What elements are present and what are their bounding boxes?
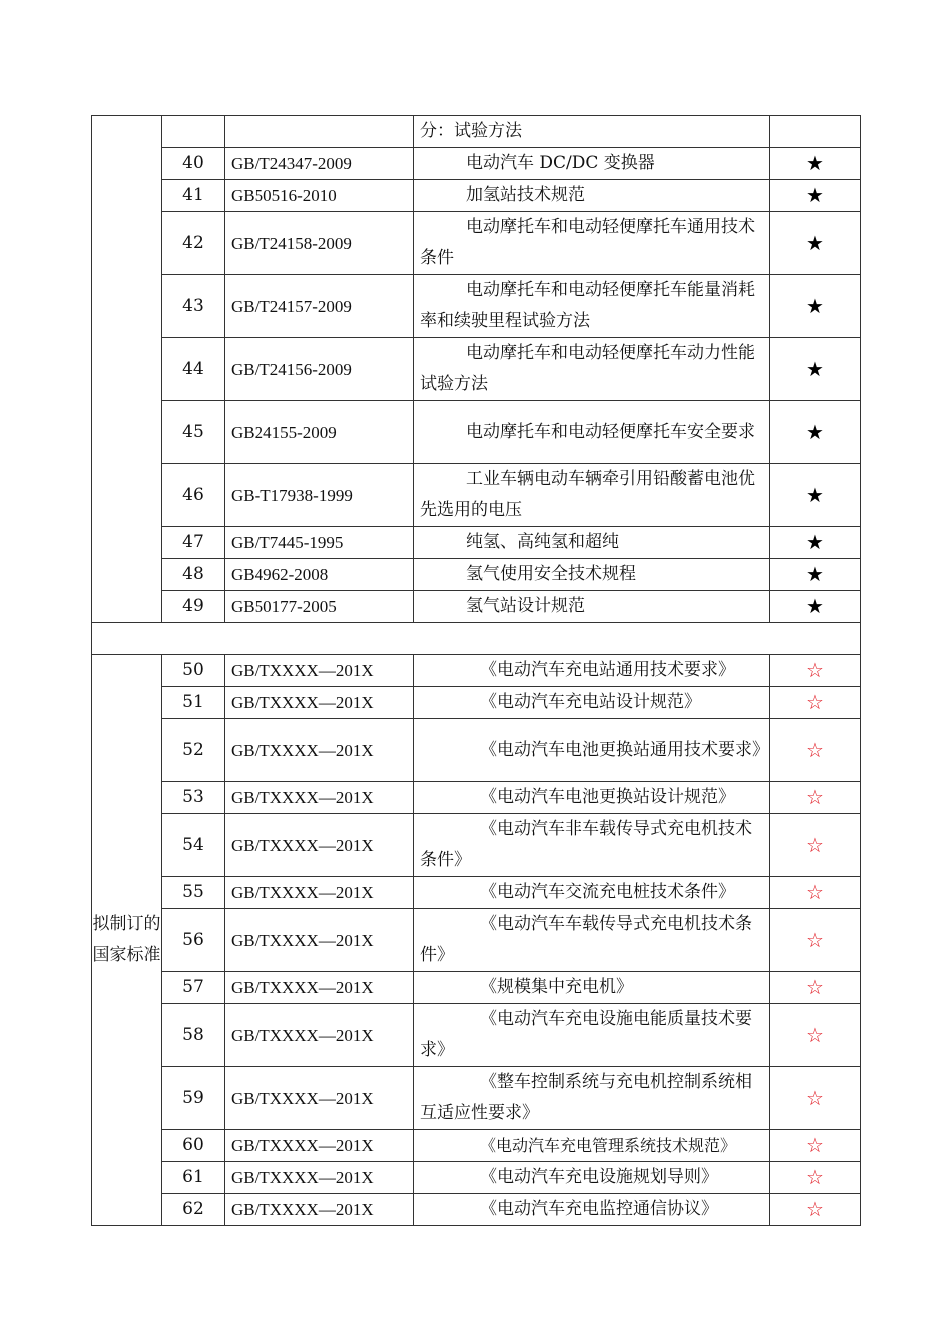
- category-cell: 拟制订的国家标准: [92, 655, 162, 1226]
- table-row: [92, 212, 861, 275]
- table-row: [92, 1194, 861, 1226]
- standard-code: GB/TXXXX—201X: [225, 814, 414, 877]
- filled-star-icon: ★: [770, 148, 861, 180]
- row-number: 53: [162, 782, 225, 814]
- standard-code: GB/TXXXX—201X: [225, 782, 414, 814]
- hollow-star-icon: ☆: [770, 1194, 861, 1226]
- standard-code: GB-T17938-1999: [225, 464, 414, 527]
- table-row: [92, 338, 861, 401]
- table-row: [92, 1130, 861, 1162]
- standard-name: 氢气站设计规范: [414, 591, 770, 623]
- row-number: 41: [162, 180, 225, 212]
- standard-name: 《电动汽车充电管理系统技术规范》: [414, 1130, 770, 1162]
- hollow-star-icon: ☆: [770, 655, 861, 687]
- hollow-star-icon: ☆: [770, 814, 861, 877]
- standard-code: GB/T24156-2009: [225, 338, 414, 401]
- row-number: 62: [162, 1194, 225, 1226]
- filled-star-icon: ★: [770, 559, 861, 591]
- table-row: [92, 655, 861, 687]
- standard-code: GB/TXXXX—201X: [225, 687, 414, 719]
- row-number: 56: [162, 909, 225, 972]
- standard-code: GB/T24157-2009: [225, 275, 414, 338]
- filled-star-icon: ★: [770, 212, 861, 275]
- table-row: [92, 1067, 861, 1130]
- category-cell: [92, 116, 162, 623]
- table-row: [92, 464, 861, 527]
- standard-name: 纯氢、高纯氢和超纯: [414, 527, 770, 559]
- table-row: [92, 1004, 861, 1067]
- empty-cell: [92, 623, 861, 655]
- row-number: 50: [162, 655, 225, 687]
- hollow-star-icon: ☆: [770, 909, 861, 972]
- standard-code: GB/TXXXX—201X: [225, 655, 414, 687]
- hollow-star-icon: ☆: [770, 1067, 861, 1130]
- row-number: 48: [162, 559, 225, 591]
- standard-code: GB/TXXXX—201X: [225, 909, 414, 972]
- standard-code: GB/T24158-2009: [225, 212, 414, 275]
- filled-star-icon: ★: [770, 591, 861, 623]
- row-number: 47: [162, 527, 225, 559]
- row-number: 61: [162, 1162, 225, 1194]
- standard-name: 《电动汽车充电站设计规范》: [414, 687, 770, 719]
- standard-code: GB/T7445-1995: [225, 527, 414, 559]
- standard-code: GB50177-2005: [225, 591, 414, 623]
- standard-code: GB/TXXXX—201X: [225, 1194, 414, 1226]
- standard-code: GB50516-2010: [225, 180, 414, 212]
- standard-name: 《电动汽车车载传导式充电机技术条件》: [414, 909, 770, 972]
- standard-name: 《电动汽车非车载传导式充电机技术条件》: [414, 814, 770, 877]
- row-number: [162, 116, 225, 148]
- standard-code: GB/TXXXX—201X: [225, 972, 414, 1004]
- table-row: [92, 401, 861, 464]
- standard-name: 《规模集中充电机》: [414, 972, 770, 1004]
- hollow-star-icon: ☆: [770, 877, 861, 909]
- standard-code: GB4962-2008: [225, 559, 414, 591]
- table-row: [92, 180, 861, 212]
- table-row: [92, 877, 861, 909]
- hollow-star-icon: ☆: [770, 782, 861, 814]
- standard-name: 《电动汽车充电设施电能质量技术要求》: [414, 1004, 770, 1067]
- standard-code: GB/TXXXX—201X: [225, 1067, 414, 1130]
- row-number: 42: [162, 212, 225, 275]
- standard-code: GB24155-2009: [225, 401, 414, 464]
- table-row: [92, 909, 861, 972]
- filled-star-icon: ★: [770, 180, 861, 212]
- hollow-star-icon: ☆: [770, 972, 861, 1004]
- standard-name: 《电动汽车充电设施规划导则》: [414, 1162, 770, 1194]
- standard-name: 电动摩托车和电动轻便摩托车动力性能试验方法: [414, 338, 770, 401]
- standard-name: 《电动汽车电池更换站通用技术要求》: [414, 719, 770, 782]
- standard-name: 电动摩托车和电动轻便摩托车安全要求: [414, 401, 770, 464]
- hollow-star-icon: ☆: [770, 1130, 861, 1162]
- standard-code: GB/TXXXX—201X: [225, 1162, 414, 1194]
- standard-name: 《电动汽车交流充电桩技术条件》: [414, 877, 770, 909]
- row-number: 58: [162, 1004, 225, 1067]
- table-row: [92, 814, 861, 877]
- standard-code: GB/TXXXX—201X: [225, 877, 414, 909]
- hollow-star-icon: ☆: [770, 1004, 861, 1067]
- hollow-star-icon: ☆: [770, 1162, 861, 1194]
- table-row: [92, 782, 861, 814]
- standard-name: 分：试验方法: [414, 116, 770, 148]
- row-number: 49: [162, 591, 225, 623]
- table-row: [92, 148, 861, 180]
- table-row: [92, 116, 861, 148]
- filled-star-icon: ★: [770, 464, 861, 527]
- row-number: 54: [162, 814, 225, 877]
- standard-name: 电动摩托车和电动轻便摩托车通用技术条件: [414, 212, 770, 275]
- filled-star-icon: ★: [770, 275, 861, 338]
- table-row: [92, 527, 861, 559]
- standard-name: 工业车辆电动车辆牵引用铅酸蓄电池优先选用的电压: [414, 464, 770, 527]
- row-number: 43: [162, 275, 225, 338]
- standard-name: 《电动汽车充电监控通信协议》: [414, 1194, 770, 1226]
- hollow-star-icon: ☆: [770, 687, 861, 719]
- filled-star-icon: ★: [770, 338, 861, 401]
- standard-name: 《电动汽车充电站通用技术要求》: [414, 655, 770, 687]
- separator-row: [92, 623, 861, 655]
- row-number: 59: [162, 1067, 225, 1130]
- table-row: [92, 687, 861, 719]
- standard-code: GB/T24347-2009: [225, 148, 414, 180]
- standard-name: 电动摩托车和电动轻便摩托车能量消耗率和续驶里程试验方法: [414, 275, 770, 338]
- row-number: 57: [162, 972, 225, 1004]
- filled-star-icon: ★: [770, 401, 861, 464]
- row-number: 46: [162, 464, 225, 527]
- row-number: 45: [162, 401, 225, 464]
- table-row: [92, 559, 861, 591]
- standard-name: 《整车控制系统与充电机控制系统相互适应性要求》: [414, 1067, 770, 1130]
- hollow-star-icon: ☆: [770, 719, 861, 782]
- standard-name: 电动汽车 DC/DC 变换器: [414, 148, 770, 180]
- standard-name: 加氢站技术规范: [414, 180, 770, 212]
- row-number: 51: [162, 687, 225, 719]
- standard-name: 氢气使用安全技术规程: [414, 559, 770, 591]
- row-number: 60: [162, 1130, 225, 1162]
- filled-star-icon: ★: [770, 527, 861, 559]
- row-number: 52: [162, 719, 225, 782]
- row-number: 40: [162, 148, 225, 180]
- standards-table: [91, 115, 861, 1226]
- table-row: [92, 719, 861, 782]
- standard-code: GB/TXXXX—201X: [225, 1004, 414, 1067]
- table-row: [92, 1162, 861, 1194]
- standard-code: [225, 116, 414, 148]
- standard-code: GB/TXXXX—201X: [225, 1130, 414, 1162]
- status-mark: [770, 116, 861, 148]
- table-row: [92, 972, 861, 1004]
- table-row: [92, 591, 861, 623]
- table-row: [92, 275, 861, 338]
- row-number: 44: [162, 338, 225, 401]
- standard-name: 《电动汽车电池更换站设计规范》: [414, 782, 770, 814]
- standard-code: GB/TXXXX—201X: [225, 719, 414, 782]
- row-number: 55: [162, 877, 225, 909]
